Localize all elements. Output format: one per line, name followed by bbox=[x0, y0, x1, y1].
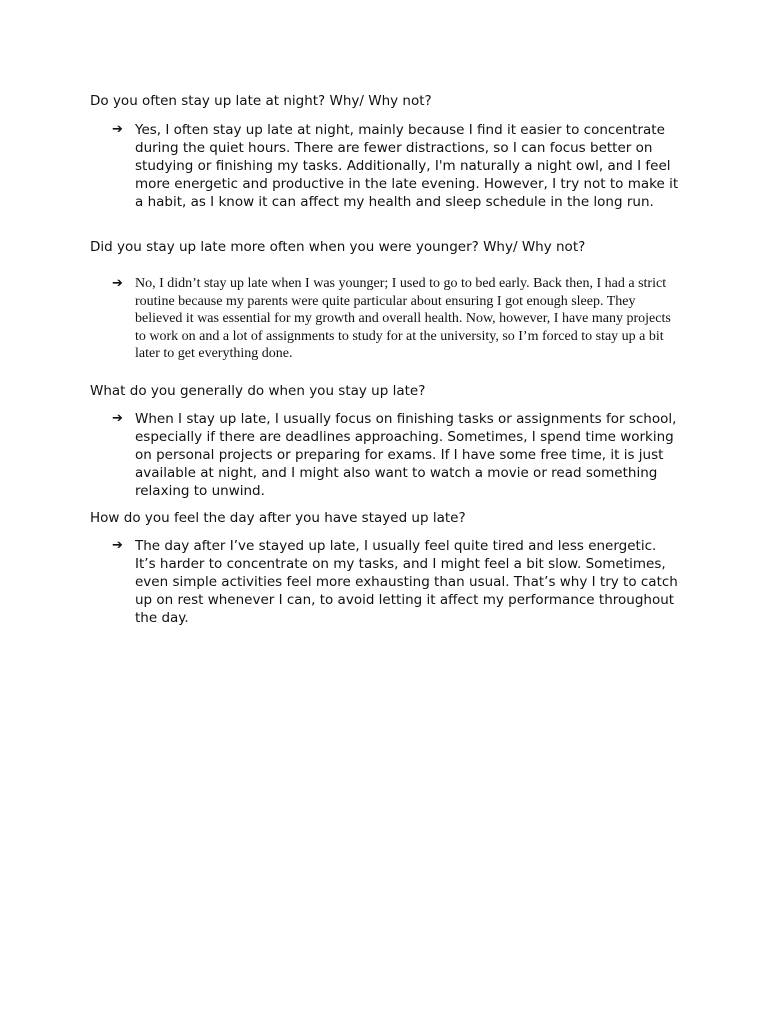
arrow-bullet-icon: ➔ bbox=[112, 538, 123, 553]
answer-4 bbox=[112, 537, 680, 627]
answer-1 bbox=[112, 121, 680, 211]
arrow-bullet-icon: ➔ bbox=[112, 411, 123, 426]
arrow-bullet-icon: ➔ bbox=[112, 276, 123, 291]
question-4: How do you feel the day after you have stayed up late? bbox=[90, 510, 466, 526]
answer-1-text: Yes, I often stay up late at night, mainly because I find it easier to concentrate during the quiet hours. There are fewer distractions, so I can focus better on studying or finishing my tasks. Additionally, I'm naturally a night owl, and I feel more energetic and productive in the late evening. However, I try not to make it a habit, as I know it can affect my health and sleep schedule in the long run. bbox=[135, 122, 679, 210]
question-3: What do you generally do when you stay up late? bbox=[90, 383, 426, 399]
question-2: Did you stay up late more often when you were younger? Why/ Why not? bbox=[90, 239, 586, 255]
answer-2-text: No, I didn’t stay up late when I was younger; I used to go to bed early. Back then, I had a strict routine because my parents were quite particular about ensuring I got enough sleep. They believed it was essential for my growth and overall health. Now, however, I have many projects to work on and a lot of assignments to study for at the university, so I’m forced to stay up a bit later to get everything done. bbox=[135, 276, 671, 362]
answer-4-text: The day after I’ve stayed up late, I usually feel quite tired and less energetic. It’s harder to concentrate on my tasks, and I might feel a bit slow. Sometimes, even simple activities feel more exhausting than usual. That’s why I try to catch up on rest whenever I can, to avoid letting it affect my performance throughout the day. bbox=[135, 538, 678, 626]
arrow-bullet-icon: ➔ bbox=[112, 122, 123, 137]
answer-3-text: When I stay up late, I usually focus on finishing tasks or assignments for school, especially if there are deadlines approaching. Sometimes, I spend time working on personal projects or preparing for exams. If I have some free time, it is just available at night, and I might also want to watch a movie or read something relaxing to unwind. bbox=[135, 411, 677, 499]
answer-3 bbox=[112, 410, 680, 500]
question-1: Do you often stay up late at night? Why/ Why not? bbox=[90, 93, 432, 109]
answer-2 bbox=[112, 275, 680, 363]
